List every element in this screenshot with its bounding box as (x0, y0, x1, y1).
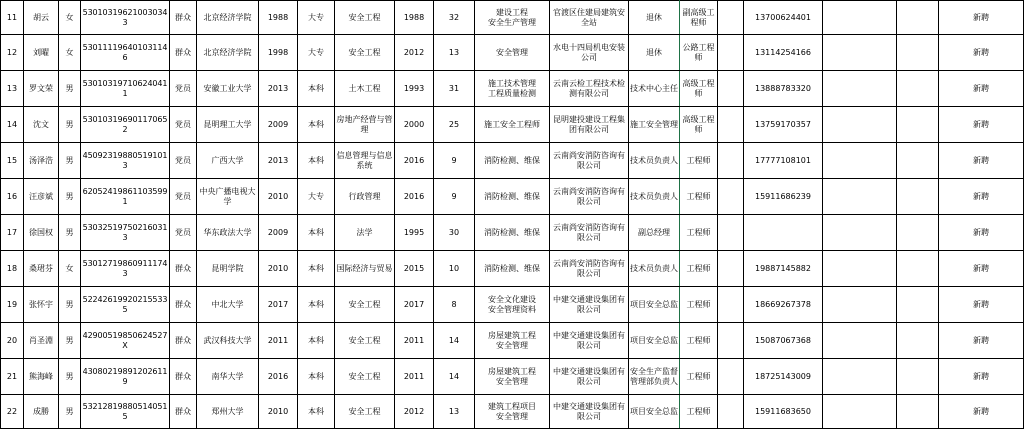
cell-specialty[interactable]: 房屋建筑工程 安全管理 (475, 359, 550, 395)
cell-title[interactable]: 工程师 (680, 179, 718, 215)
cell-gender[interactable]: 女 (59, 251, 81, 287)
cell-blank-a[interactable] (718, 395, 744, 429)
cell-blank-c[interactable] (897, 215, 939, 251)
cell-blank-c[interactable] (897, 107, 939, 143)
cell-school[interactable]: 华东政法大学 (197, 215, 259, 251)
cell-blank-b[interactable] (823, 1, 897, 35)
cell-name[interactable]: 沈文 (24, 107, 59, 143)
cell-blank-b[interactable] (823, 287, 897, 323)
cell-gender[interactable]: 男 (59, 107, 81, 143)
cell-gender[interactable]: 男 (59, 215, 81, 251)
cell-school[interactable]: 武汉科技大学 (197, 323, 259, 359)
cell-title[interactable]: 工程师 (680, 287, 718, 323)
cell-id-number[interactable]: 530325197502160313 (81, 215, 170, 251)
cell-blank-c[interactable] (897, 179, 939, 215)
cell-employer[interactable]: 中建交通建设集团有限公司 (550, 323, 629, 359)
cell-political-status[interactable]: 群众 (170, 287, 197, 323)
cell-years[interactable]: 31 (434, 71, 475, 107)
cell-position[interactable]: 退休 (629, 1, 680, 35)
table-row (1, 395, 1024, 429)
cell-gender[interactable]: 男 (59, 143, 81, 179)
cell-position[interactable]: 副总经理 (629, 215, 680, 251)
cell-title[interactable]: 工程师 (680, 323, 718, 359)
cell-position[interactable]: 技术员负责人 (629, 179, 680, 215)
cell-years[interactable]: 10 (434, 251, 475, 287)
cell-name[interactable]: 胡云 (24, 1, 59, 35)
cell-work-start[interactable]: 2000 (395, 107, 434, 143)
cell-degree[interactable]: 大专 (298, 35, 335, 71)
cell-id-number[interactable]: 522426199202155335 (81, 287, 170, 323)
cell-specialty[interactable]: 消防检测、维保 (475, 143, 550, 179)
cell-years[interactable]: 9 (434, 179, 475, 215)
cell-specialty[interactable]: 消防检测、维保 (475, 215, 550, 251)
cell-title[interactable]: 公路工程师 (680, 35, 718, 71)
cell-seq[interactable]: 21 (1, 359, 24, 395)
cell-id-number[interactable]: 530103196901170652 (81, 107, 170, 143)
cell-degree[interactable]: 本科 (298, 395, 335, 429)
cell-work-start[interactable]: 2011 (395, 359, 434, 395)
cell-gender[interactable]: 男 (59, 323, 81, 359)
cell-work-start[interactable]: 1988 (395, 1, 434, 35)
cell-gender[interactable]: 男 (59, 395, 81, 429)
cell-title[interactable]: 高级工程师 (680, 71, 718, 107)
cell-political-status[interactable]: 党员 (170, 71, 197, 107)
cell-blank-c[interactable] (897, 323, 939, 359)
cell-position[interactable]: 退休 (629, 35, 680, 71)
cell-id-number[interactable]: 42900519850624527X (81, 323, 170, 359)
table-row (1, 215, 1024, 251)
cell-status[interactable]: 新聘 (939, 215, 1024, 251)
cell-grad-year[interactable]: 2010 (259, 179, 298, 215)
cell-years[interactable]: 32 (434, 1, 475, 35)
cell-grad-year[interactable]: 2016 (259, 359, 298, 395)
cell-work-start[interactable]: 2016 (395, 143, 434, 179)
cell-employer[interactable]: 云南尚安消防咨询有限公司 (550, 179, 629, 215)
cell-political-status[interactable]: 群众 (170, 323, 197, 359)
cell-blank-a[interactable] (718, 107, 744, 143)
cell-work-start[interactable]: 2012 (395, 395, 434, 429)
cell-major[interactable]: 安全工程 (335, 1, 395, 35)
cell-title[interactable]: 工程师 (680, 215, 718, 251)
cell-degree[interactable]: 本科 (298, 107, 335, 143)
cell-degree[interactable]: 大专 (298, 1, 335, 35)
cell-degree[interactable]: 本科 (298, 143, 335, 179)
cell-years[interactable]: 25 (434, 107, 475, 143)
cell-id-number[interactable]: 620524198611035991 (81, 179, 170, 215)
cell-major[interactable]: 法学 (335, 215, 395, 251)
cell-degree[interactable]: 本科 (298, 71, 335, 107)
cell-employer[interactable]: 云南尚安消防咨询有限公司 (550, 143, 629, 179)
cell-years[interactable]: 30 (434, 215, 475, 251)
cell-title[interactable]: 工程师 (680, 395, 718, 429)
cell-phone[interactable]: 13700624401 (744, 1, 823, 35)
cell-title[interactable]: 工程师 (680, 359, 718, 395)
cell-blank-c[interactable] (897, 251, 939, 287)
cell-major[interactable]: 安全工程 (335, 395, 395, 429)
table-row (1, 35, 1024, 71)
cell-title[interactable]: 工程师 (680, 251, 718, 287)
cell-degree[interactable]: 大专 (298, 179, 335, 215)
cell-work-start[interactable]: 1993 (395, 71, 434, 107)
cell-blank-b[interactable] (823, 323, 897, 359)
cell-blank-b[interactable] (823, 71, 897, 107)
cell-school[interactable]: 南华大学 (197, 359, 259, 395)
cell-phone[interactable]: 13114254166 (744, 35, 823, 71)
cell-years[interactable]: 13 (434, 395, 475, 429)
cell-status[interactable]: 新聘 (939, 143, 1024, 179)
cell-name[interactable]: 熊海峰 (24, 359, 59, 395)
table-row (1, 71, 1024, 107)
cell-phone[interactable]: 15911686239 (744, 179, 823, 215)
cell-status[interactable]: 新聘 (939, 395, 1024, 429)
cell-seq[interactable]: 16 (1, 179, 24, 215)
cell-name[interactable]: 罗文荣 (24, 71, 59, 107)
table-row (1, 287, 1024, 323)
cell-major[interactable]: 安全工程 (335, 35, 395, 71)
cell-specialty[interactable]: 建筑工程项目 安全管理 (475, 395, 550, 429)
cell-degree[interactable]: 本科 (298, 215, 335, 251)
cell-position[interactable]: 项目安全总监 (629, 395, 680, 429)
cell-id-number[interactable]: 530127198609111743 (81, 251, 170, 287)
cell-specialty[interactable]: 消防检测、维保 (475, 251, 550, 287)
cell-school[interactable]: 中央广播电视大学 (197, 179, 259, 215)
table-row (1, 179, 1024, 215)
cell-degree[interactable]: 本科 (298, 323, 335, 359)
cell-school[interactable]: 广西大学 (197, 143, 259, 179)
cell-seq[interactable]: 22 (1, 395, 24, 429)
cell-political-status[interactable]: 群众 (170, 1, 197, 35)
cell-blank-a[interactable] (718, 359, 744, 395)
cell-id-number[interactable]: 430802198912026119 (81, 359, 170, 395)
cell-degree[interactable]: 本科 (298, 251, 335, 287)
cell-political-status[interactable]: 党员 (170, 107, 197, 143)
cell-grad-year[interactable]: 2011 (259, 323, 298, 359)
cell-work-start[interactable]: 2016 (395, 179, 434, 215)
cell-gender[interactable]: 男 (59, 359, 81, 395)
cell-grad-year[interactable]: 1988 (259, 1, 298, 35)
cell-school[interactable]: 中北大学 (197, 287, 259, 323)
cell-work-start[interactable]: 2012 (395, 35, 434, 71)
cell-blank-c[interactable] (897, 35, 939, 71)
cell-political-status[interactable]: 群众 (170, 35, 197, 71)
cell-political-status[interactable]: 党员 (170, 143, 197, 179)
cell-blank-c[interactable] (897, 1, 939, 35)
cell-seq[interactable]: 15 (1, 143, 24, 179)
cell-employer[interactable]: 水电十四局机电安装公司 (550, 35, 629, 71)
cell-grad-year[interactable]: 2009 (259, 107, 298, 143)
table-row (1, 251, 1024, 287)
cell-major[interactable]: 土木工程 (335, 71, 395, 107)
cell-name[interactable]: 刘曜 (24, 35, 59, 71)
cell-grad-year[interactable]: 1998 (259, 35, 298, 71)
cell-employer[interactable]: 昆明建投建设工程集团有限公司 (550, 107, 629, 143)
cell-phone[interactable]: 13888783320 (744, 71, 823, 107)
cell-position[interactable]: 技术中心主任 (629, 71, 680, 107)
cell-blank-b[interactable] (823, 143, 897, 179)
cell-name[interactable]: 汪彦斌 (24, 179, 59, 215)
cell-id-number[interactable]: 532128198805140515 (81, 395, 170, 429)
cell-specialty[interactable]: 安全文化建设 安全管理资料 (475, 287, 550, 323)
cell-name[interactable]: 成勝 (24, 395, 59, 429)
cell-school[interactable]: 郑州大学 (197, 395, 259, 429)
cell-blank-a[interactable] (718, 35, 744, 71)
cell-blank-c[interactable] (897, 143, 939, 179)
cell-major[interactable]: 房地产经营与管理 (335, 107, 395, 143)
cell-blank-b[interactable] (823, 215, 897, 251)
cell-school[interactable]: 安徽工业大学 (197, 71, 259, 107)
cell-gender[interactable]: 男 (59, 179, 81, 215)
cell-blank-a[interactable] (718, 1, 744, 35)
cell-blank-a[interactable] (718, 287, 744, 323)
cell-position[interactable]: 技术员负责人 (629, 251, 680, 287)
cell-name[interactable]: 徐国权 (24, 215, 59, 251)
cell-major[interactable]: 信息管理与信息系统 (335, 143, 395, 179)
cell-seq[interactable]: 14 (1, 107, 24, 143)
cell-phone[interactable]: 13759170357 (744, 107, 823, 143)
cell-status[interactable]: 新聘 (939, 359, 1024, 395)
cell-position[interactable]: 施工安全管理 (629, 107, 680, 143)
cell-work-start[interactable]: 2017 (395, 287, 434, 323)
table-row (1, 323, 1024, 359)
cell-grad-year[interactable]: 2010 (259, 395, 298, 429)
cell-blank-c[interactable] (897, 359, 939, 395)
cell-work-start[interactable]: 2011 (395, 323, 434, 359)
table-body (1, 1, 1024, 429)
table-row (1, 107, 1024, 143)
cell-work-start[interactable]: 2015 (395, 251, 434, 287)
cell-employer[interactable]: 中建交通建设集团有限公司 (550, 395, 629, 429)
cell-id-number[interactable]: 530103197106240411 (81, 71, 170, 107)
cell-school[interactable]: 北京经济学院 (197, 1, 259, 35)
cell-employer[interactable]: 官渡区住建局建筑安全站 (550, 1, 629, 35)
cell-employer[interactable]: 云南尚安消防咨询有限公司 (550, 215, 629, 251)
cell-phone[interactable]: 18669267378 (744, 287, 823, 323)
cell-seq[interactable]: 11 (1, 1, 24, 35)
cell-political-status[interactable]: 群众 (170, 395, 197, 429)
cell-status[interactable]: 新聘 (939, 323, 1024, 359)
cell-id-number[interactable]: 530111196401031146 (81, 35, 170, 71)
cell-blank-c[interactable] (897, 287, 939, 323)
cell-school[interactable]: 北京经济学院 (197, 35, 259, 71)
cell-work-start[interactable]: 1995 (395, 215, 434, 251)
cell-id-number[interactable]: 450923198805191013 (81, 143, 170, 179)
cell-school[interactable]: 昆明理工大学 (197, 107, 259, 143)
cell-position[interactable]: 项目安全总监 (629, 287, 680, 323)
cell-status[interactable]: 新聘 (939, 107, 1024, 143)
cell-years[interactable]: 13 (434, 35, 475, 71)
cell-phone[interactable]: 18725143009 (744, 359, 823, 395)
cell-position[interactable]: 项目安全总监 (629, 323, 680, 359)
cell-gender[interactable]: 男 (59, 287, 81, 323)
cell-blank-c[interactable] (897, 71, 939, 107)
cell-major[interactable]: 行政管理 (335, 179, 395, 215)
cell-grad-year[interactable]: 2017 (259, 287, 298, 323)
cell-years[interactable]: 14 (434, 359, 475, 395)
cell-specialty[interactable]: 施工安全工程师 (475, 107, 550, 143)
cell-phone[interactable]: 15911683650 (744, 395, 823, 429)
cell-blank-b[interactable] (823, 251, 897, 287)
cell-seq[interactable]: 20 (1, 323, 24, 359)
cell-political-status[interactable]: 群众 (170, 251, 197, 287)
cell-specialty[interactable]: 建设工程 安全生产管理 (475, 1, 550, 35)
cell-employer[interactable]: 云南尚安消防咨询有限公司 (550, 251, 629, 287)
cell-status[interactable]: 新聘 (939, 71, 1024, 107)
cell-blank-b[interactable] (823, 107, 897, 143)
cell-status[interactable]: 新聘 (939, 287, 1024, 323)
cell-blank-a[interactable] (718, 143, 744, 179)
cell-employer[interactable]: 中建交通建设集团有限公司 (550, 287, 629, 323)
cell-seq[interactable]: 13 (1, 71, 24, 107)
table-row (1, 1, 1024, 35)
cell-gender[interactable]: 女 (59, 1, 81, 35)
cell-blank-b[interactable] (823, 395, 897, 429)
cell-position[interactable]: 安全生产监督管理部负责人 (629, 359, 680, 395)
cell-phone[interactable]: 17777108101 (744, 143, 823, 179)
cell-seq[interactable]: 12 (1, 35, 24, 71)
cell-title[interactable]: 工程师 (680, 143, 718, 179)
cell-political-status[interactable]: 党员 (170, 179, 197, 215)
table-row (1, 359, 1024, 395)
cell-major[interactable]: 安全工程 (335, 359, 395, 395)
cell-blank-b[interactable] (823, 179, 897, 215)
cell-seq[interactable]: 19 (1, 287, 24, 323)
cell-school[interactable]: 昆明学院 (197, 251, 259, 287)
cell-status[interactable]: 新聘 (939, 35, 1024, 71)
cell-degree[interactable]: 本科 (298, 359, 335, 395)
cell-grad-year[interactable]: 2009 (259, 215, 298, 251)
cell-gender[interactable]: 男 (59, 71, 81, 107)
cell-blank-a[interactable] (718, 215, 744, 251)
cell-name[interactable]: 张怀宇 (24, 287, 59, 323)
cell-phone[interactable]: 19887145882 (744, 251, 823, 287)
cell-years[interactable]: 14 (434, 323, 475, 359)
cell-grad-year[interactable]: 2013 (259, 143, 298, 179)
cell-specialty[interactable]: 消防检测、维保 (475, 179, 550, 215)
cell-seq[interactable]: 18 (1, 251, 24, 287)
cell-specialty[interactable]: 房屋建筑工程 安全管理 (475, 323, 550, 359)
cell-seq[interactable]: 17 (1, 215, 24, 251)
cell-major[interactable]: 安全工程 (335, 323, 395, 359)
cell-position[interactable]: 技术员负责人 (629, 143, 680, 179)
cell-blank-b[interactable] (823, 35, 897, 71)
cell-major[interactable]: 国际经济与贸易 (335, 251, 395, 287)
cell-grad-year[interactable]: 2010 (259, 251, 298, 287)
cell-political-status[interactable]: 党员 (170, 215, 197, 251)
cell-specialty[interactable]: 施工技术管理 工程质量检测 (475, 71, 550, 107)
cell-grad-year[interactable]: 2013 (259, 71, 298, 107)
table-row (1, 143, 1024, 179)
cell-status[interactable]: 新聘 (939, 251, 1024, 287)
cell-title[interactable]: 高级工程师 (680, 107, 718, 143)
cell-name[interactable]: 汤泽浩 (24, 143, 59, 179)
cell-phone[interactable]: 15087067368 (744, 323, 823, 359)
cell-phone[interactable] (744, 215, 823, 251)
cell-name[interactable]: 肖圣淵 (24, 323, 59, 359)
cell-specialty[interactable]: 安全管理 (475, 35, 550, 71)
cell-years[interactable]: 8 (434, 287, 475, 323)
cell-blank-a[interactable] (718, 251, 744, 287)
cell-blank-a[interactable] (718, 71, 744, 107)
cell-employer[interactable]: 云南云检工程技术检测有限公司 (550, 71, 629, 107)
cell-years[interactable]: 9 (434, 143, 475, 179)
cell-id-number[interactable]: 530103196210030343 (81, 1, 170, 35)
cell-political-status[interactable]: 群众 (170, 359, 197, 395)
cell-status[interactable]: 新聘 (939, 1, 1024, 35)
cell-blank-b[interactable] (823, 359, 897, 395)
cell-employer[interactable]: 中建交通建设集团有限公司 (550, 359, 629, 395)
cell-status[interactable]: 新聘 (939, 179, 1024, 215)
cell-major[interactable]: 安全工程 (335, 287, 395, 323)
cell-title[interactable]: 副高级工程师 (680, 1, 718, 35)
cell-gender[interactable]: 女 (59, 35, 81, 71)
cell-blank-a[interactable] (718, 323, 744, 359)
cell-blank-a[interactable] (718, 179, 744, 215)
cell-blank-c[interactable] (897, 395, 939, 429)
cell-degree[interactable]: 本科 (298, 287, 335, 323)
cell-name[interactable]: 桑珺芬 (24, 251, 59, 287)
